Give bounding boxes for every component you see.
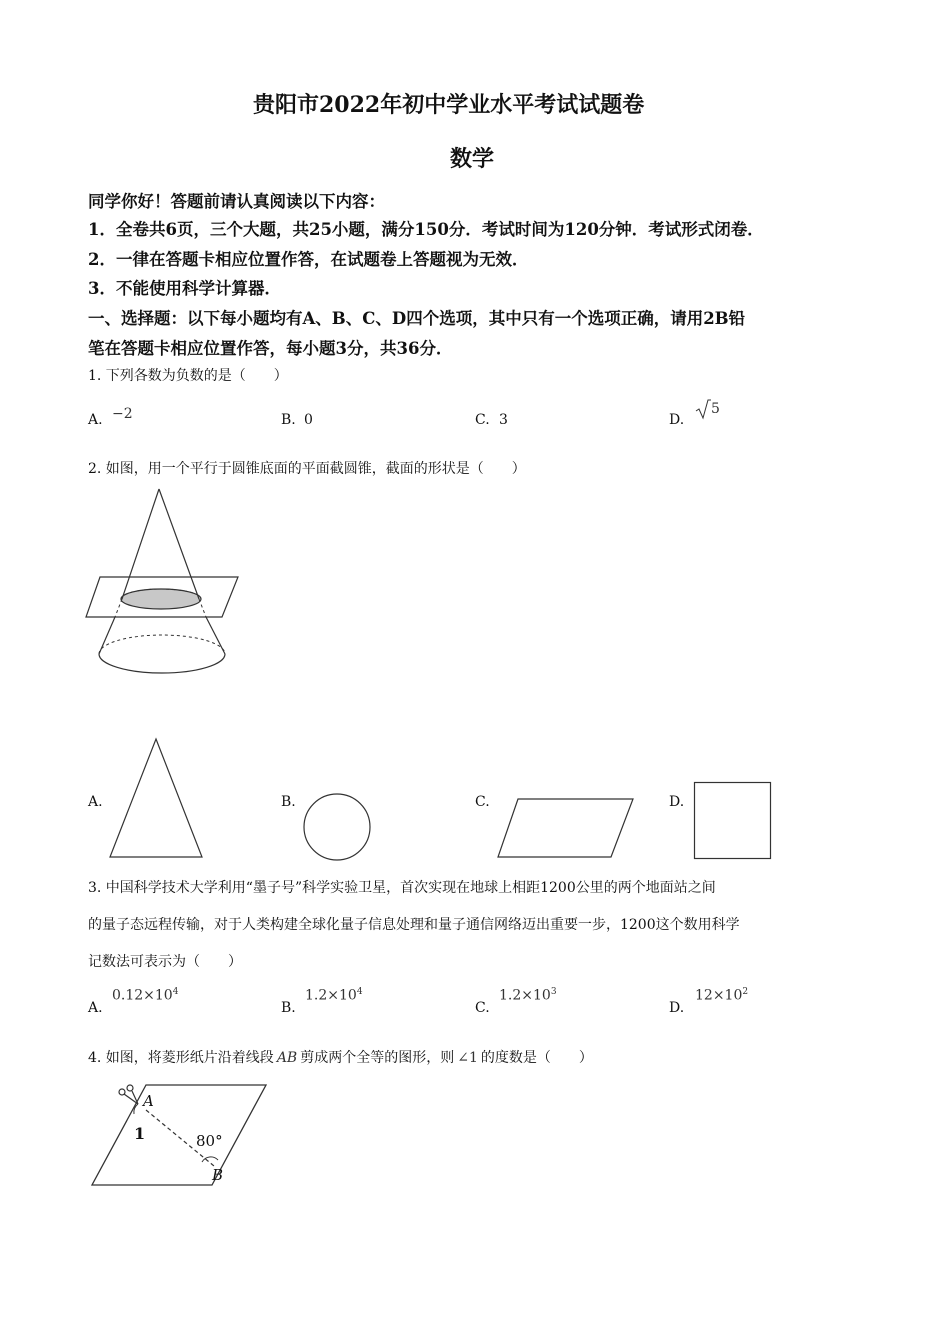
instructions-item-1: 1．全卷共6页，三个大题，共25小题，满分150分．考试时间为120分钟．考试形式闭卷． xyxy=(88,220,764,239)
q4-stem-post: 的度数是（ ） xyxy=(480,1050,593,1066)
q3-option-c-label: C. xyxy=(475,1000,490,1016)
q1-option-b-label: B. xyxy=(281,412,296,428)
q4-angle-label: 80° xyxy=(196,1132,223,1150)
q3-option-c-value xyxy=(499,987,557,1004)
q3-option-b-value xyxy=(305,987,363,1004)
q3-stem-line-3: 记数法可表示为（ ） xyxy=(88,954,242,970)
parallelogram-shape-icon xyxy=(496,797,636,861)
q3-option-a-value xyxy=(112,987,178,1004)
q4-stem xyxy=(88,1047,593,1067)
scissors-icon xyxy=(119,1085,138,1104)
q4-label-b: B xyxy=(212,1166,224,1184)
q2-option-a-label: A. xyxy=(88,794,103,810)
q3-stem-line-1: 3. 中国科学技术大学利用“墨子号”科学实验卫星，首次实现在地球上相距1200公里的两个地面站之间 xyxy=(88,880,716,896)
q1-option-d-label: D. xyxy=(669,412,685,428)
q3-option-a-base: 0.12×10 xyxy=(112,987,173,1004)
q1-option-c-value: 3 xyxy=(499,412,508,428)
q3-option-d-label: D. xyxy=(669,1000,685,1016)
section-heading-line-1: 一、选择题：以下每小题均有A、B、C、D四个选项，其中只有一个选项正确，请用2B铅 xyxy=(88,309,746,328)
circle-shape-icon xyxy=(302,792,372,862)
q1-option-b-value: 0 xyxy=(304,412,313,428)
triangle-shape-icon xyxy=(108,737,204,859)
q4-stem-pre: 4. 如图，将菱形纸片沿着线段 xyxy=(88,1050,274,1066)
q3-option-b-label: B. xyxy=(281,1000,296,1016)
q1-stem: 1. 下列各数为负数的是（ ） xyxy=(88,368,288,384)
instructions-item-3: 3．不能使用科学计算器． xyxy=(88,279,281,298)
q1-option-d-radicand: 5 xyxy=(711,401,720,417)
instructions-item-2: 2．一律在答题卡相应位置作答，在试题卷上答题视为无效． xyxy=(88,250,529,269)
q1-option-c-label: C. xyxy=(475,412,490,428)
q4-stem-angle: ∠1 xyxy=(457,1050,478,1066)
sqrt-symbol-icon xyxy=(695,398,711,420)
q2-stem: 2. 如图，用一个平行于圆锥底面的平面截圆锥，截面的形状是（ ） xyxy=(88,461,526,477)
instructions-greeting: 同学你好！答题前请认真阅读以下内容： xyxy=(88,192,385,211)
exam-title: 贵阳市2022年初中学业水平考试试题卷 xyxy=(253,92,645,118)
q3-option-a-label: A. xyxy=(88,1000,103,1016)
q4-stem-mid: 剪成两个全等的图形，则 xyxy=(300,1050,455,1066)
q3-stem-line-2: 的量子态远程传输，对于人类构建全球化量子信息处理和量子通信网络迈出重要一步，1200这个数用科学 xyxy=(88,917,740,933)
q2-option-d-label: D. xyxy=(669,794,685,810)
q2-option-b-label: B. xyxy=(281,794,296,810)
section-heading-line-2: 笔在答题卡相应位置作答，每小题3分，共36分． xyxy=(88,339,453,358)
q3-option-c-exponent: 3 xyxy=(550,987,557,997)
rhombus-cut-figure xyxy=(90,1082,270,1192)
q2-option-c-label: C. xyxy=(475,794,490,810)
q3-option-a-exponent: 4 xyxy=(172,987,179,997)
q3-option-d-value xyxy=(695,987,748,1004)
q4-label-1: 1 xyxy=(134,1124,146,1143)
q3-option-d-base: 12×10 xyxy=(695,987,743,1004)
q3-option-d-exponent: 2 xyxy=(742,987,749,997)
cone-cross-section-figure xyxy=(86,486,256,676)
q4-stem-ab: AB xyxy=(276,1050,298,1066)
q3-option-c-base: 1.2×10 xyxy=(499,987,551,1004)
square-shape-icon xyxy=(693,781,773,861)
q1-option-a-label: A. xyxy=(88,412,103,428)
subject-title: 数学 xyxy=(450,146,495,172)
q4-label-a: A xyxy=(143,1092,154,1110)
q3-option-b-exponent: 4 xyxy=(356,987,363,997)
q3-option-b-base: 1.2×10 xyxy=(305,987,357,1004)
q1-option-a-value: −2 xyxy=(112,406,133,422)
